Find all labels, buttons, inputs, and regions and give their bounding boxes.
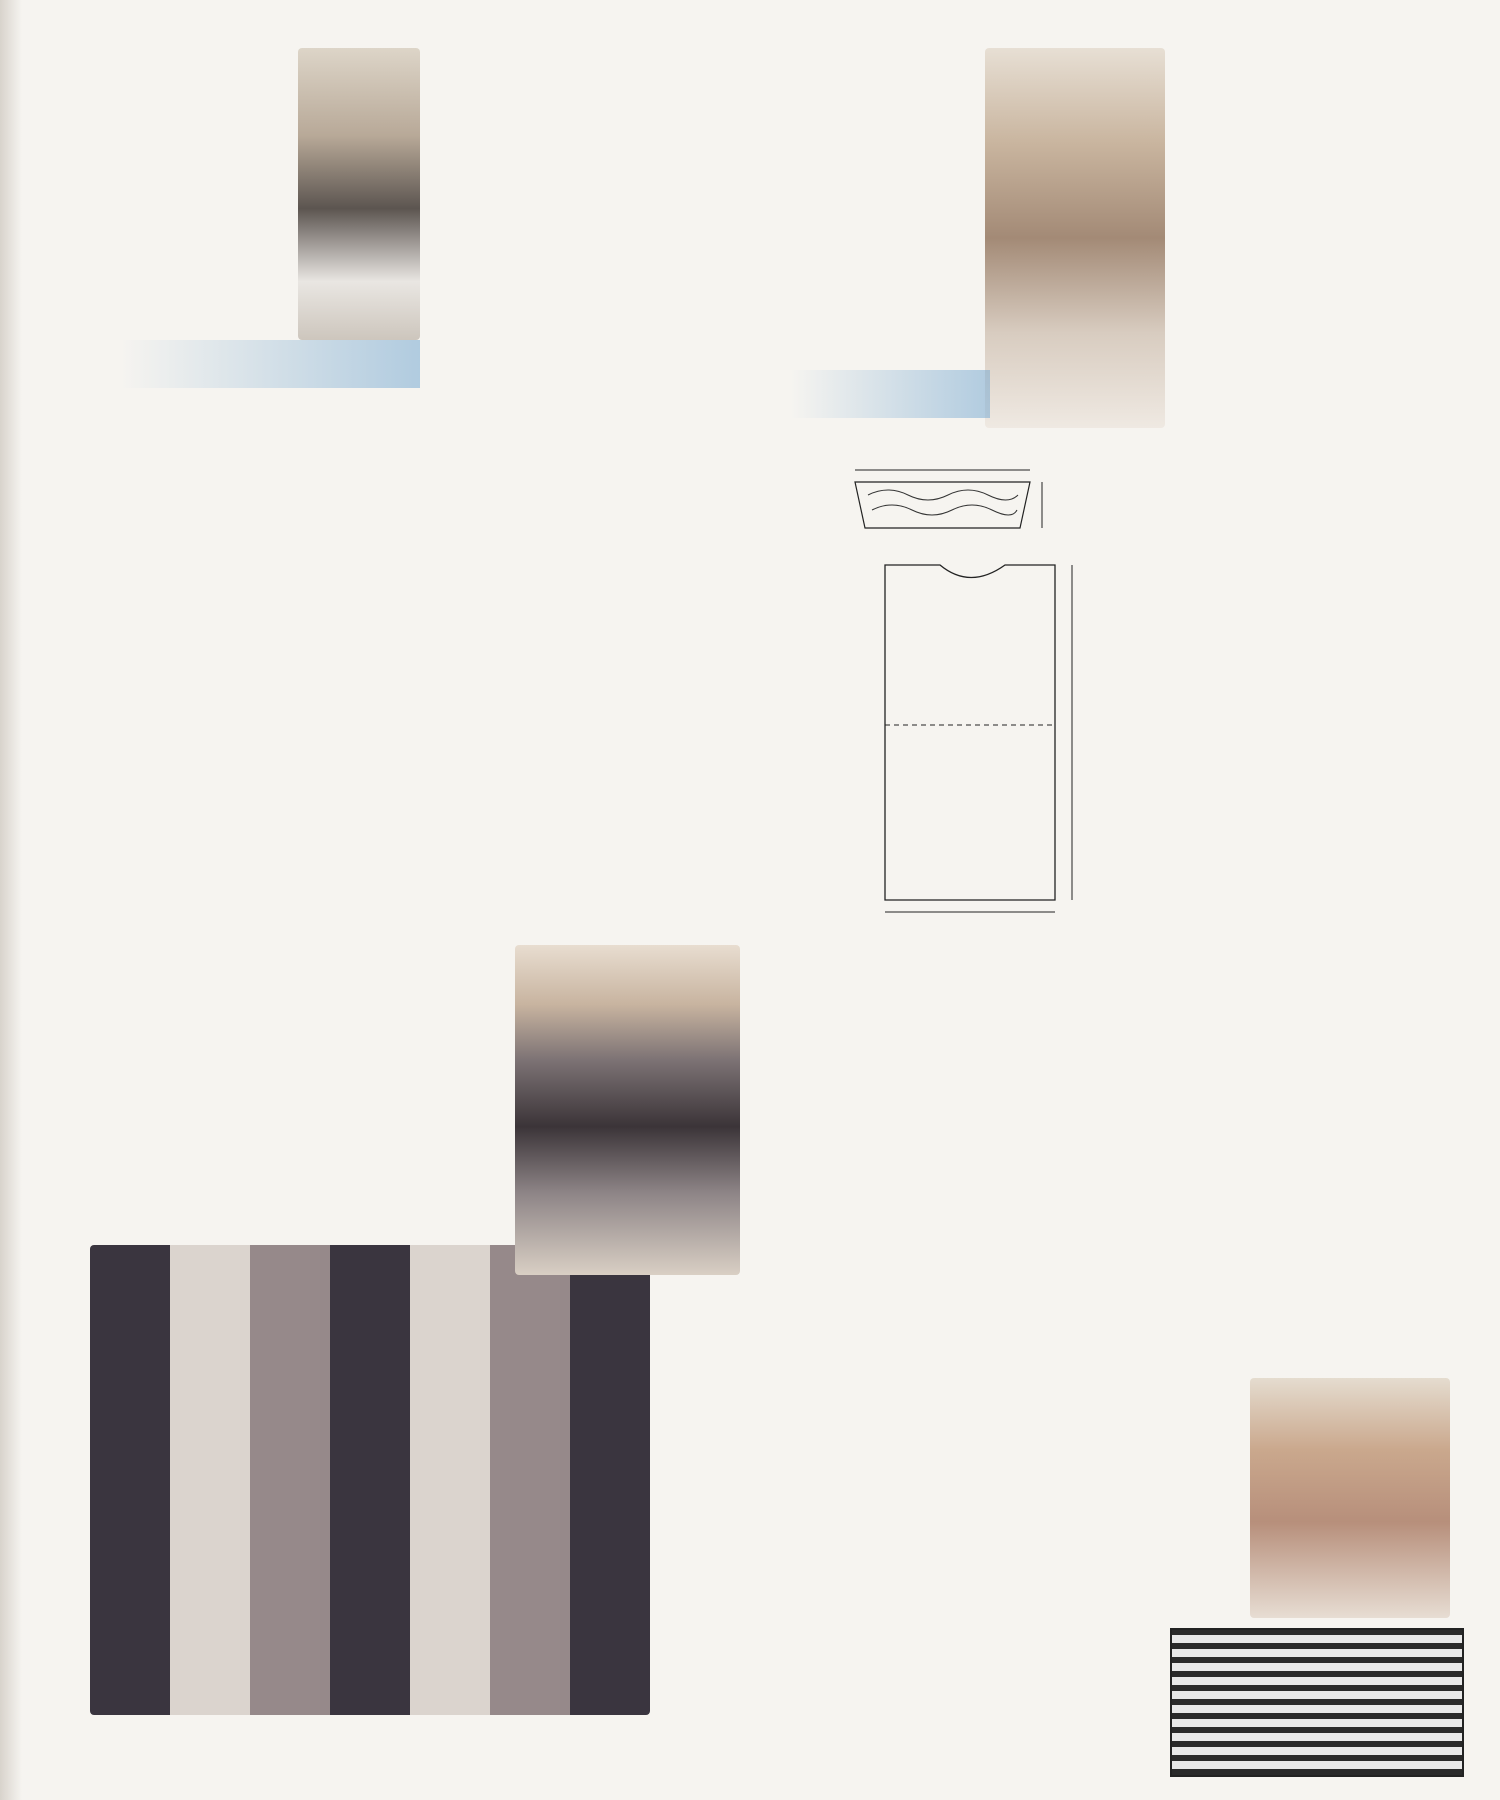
article-body-mid-25 [430,48,752,508]
photo-model-vest-back [1250,1378,1450,1618]
article-body-26 [776,960,1168,1720]
photo-stitch-closeup [1170,1628,1464,1777]
knitting-chart [1200,100,1490,1360]
article-body-left-25 [86,410,404,1260]
page-spine-shadow [0,0,22,1800]
title-band-25 [120,340,420,388]
vest-pattern-diagram [780,450,1120,930]
photo-model-poncho [515,945,740,1275]
photo-model-vest-25 [298,48,420,340]
color-grid-diagram [443,522,733,792]
photo-model-vest-26 [985,48,1165,428]
collar-shape [855,482,1030,528]
vest-outline [885,565,1055,900]
photo-poncho-flat [90,1245,650,1715]
collar-waves [868,490,1018,515]
title-band-26 [790,370,990,418]
